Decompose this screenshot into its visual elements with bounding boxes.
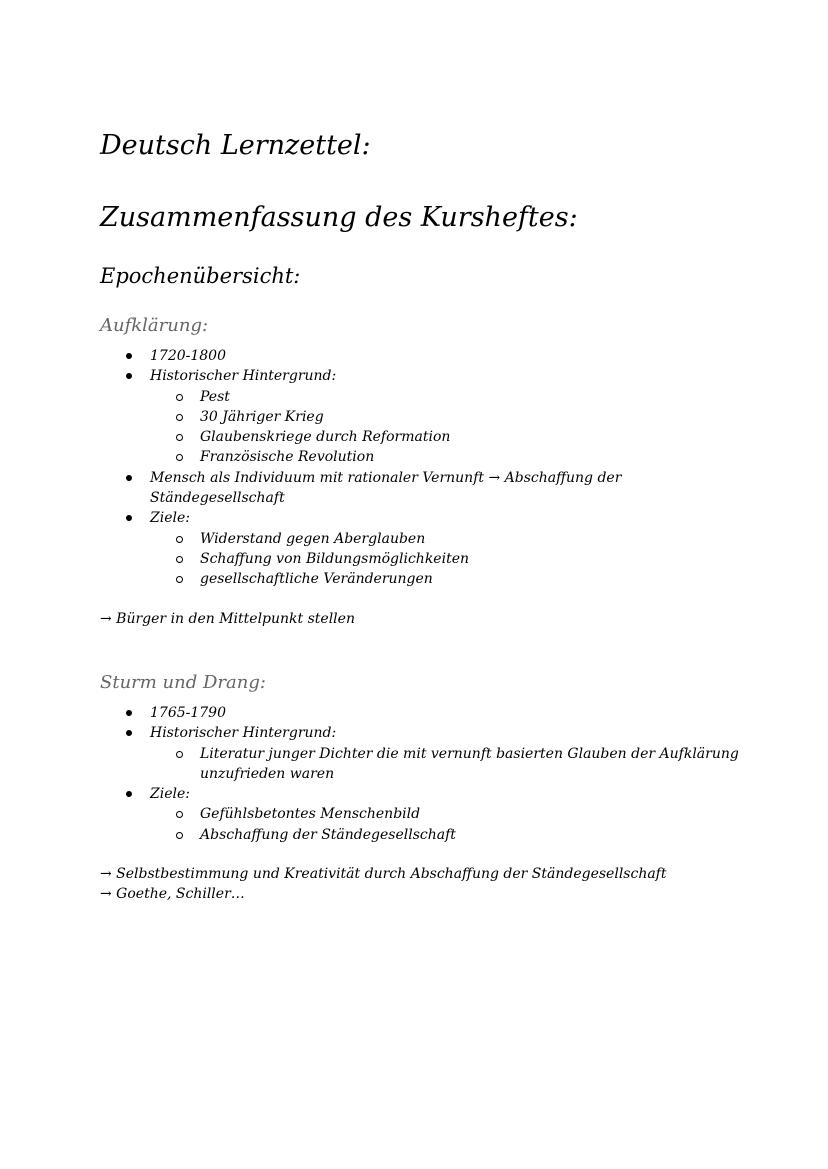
sub-list-item: Glaubenskriege durch Reformation [100, 427, 760, 447]
bullet-circle-icon [176, 832, 183, 839]
document-subtitle: Zusammenfassung des Kursheftes: [100, 202, 578, 233]
sub-list-item: 30 Jähriger Krieg [100, 407, 760, 427]
sub-list-item: Französische Revolution [100, 447, 760, 467]
bullet-disc-icon [126, 353, 132, 359]
bullet-circle-icon [176, 751, 183, 758]
sub-list-item: gesellschaftliche Veränderungen [100, 569, 760, 589]
sub-list-item-continuation: unzufrieden waren [200, 765, 335, 782]
sub-list-item: Pest [100, 387, 760, 407]
summary-note: → Selbstbestimmung und Kreativität durch Abschaffung der Ständegesellschaft [100, 866, 667, 882]
section-heading-aufklaerung: Aufklärung: [100, 315, 209, 336]
sub-list-item: Gefühlsbetontes Menschenbild [100, 804, 760, 824]
document-title: Deutsch Lernzettel: [100, 130, 371, 161]
section-heading-sturm-und-drang: Sturm und Drang: [100, 672, 266, 693]
summary-note: → Bürger in den Mittelpunkt stellen [100, 611, 355, 627]
sub-list-item: Abschaffung der Ständegesellschaft [100, 825, 760, 845]
bullet-circle-icon [176, 394, 183, 401]
bullet-disc-icon [126, 710, 132, 716]
bullet-circle-icon [176, 536, 183, 543]
epoch-overview-heading: Epochenübersicht: [100, 264, 301, 288]
list-item: Ziele: [100, 784, 760, 804]
bullet-circle-icon [176, 434, 183, 441]
bullet-circle-icon [176, 811, 183, 818]
bullet-circle-icon [176, 556, 183, 563]
summary-note: → Goethe, Schiller… [100, 886, 245, 902]
list-item: Ziele: [100, 508, 760, 528]
sub-list-item: Literatur junger Dichter die mit vernunft basierten Glauben der Aufklärung [100, 744, 760, 764]
list-item-continuation: Ständegesellschaft [150, 490, 285, 507]
aufklaerung-list [100, 346, 760, 590]
sub-list-item: Widerstand gegen Aberglauben [100, 529, 760, 549]
sturm-und-drang-list [100, 703, 760, 845]
bullet-circle-icon [176, 454, 183, 461]
bullet-circle-icon [176, 414, 183, 421]
bullet-disc-icon [126, 791, 132, 797]
bullet-disc-icon [126, 373, 132, 379]
bullet-disc-icon [126, 475, 132, 481]
bullet-disc-icon [126, 515, 132, 521]
bullet-disc-icon [126, 730, 132, 736]
bullet-circle-icon [176, 576, 183, 583]
list-item: 1765-1790 [100, 703, 760, 723]
list-item: Historischer Hintergrund: [100, 723, 760, 743]
list-item: 1720-1800 [100, 346, 760, 366]
sub-list-item: Schaffung von Bildungsmöglichkeiten [100, 549, 760, 569]
list-item: Historischer Hintergrund: [100, 366, 760, 386]
list-item: Mensch als Individuum mit rationaler Vernunft → Abschaffung der [100, 468, 760, 488]
